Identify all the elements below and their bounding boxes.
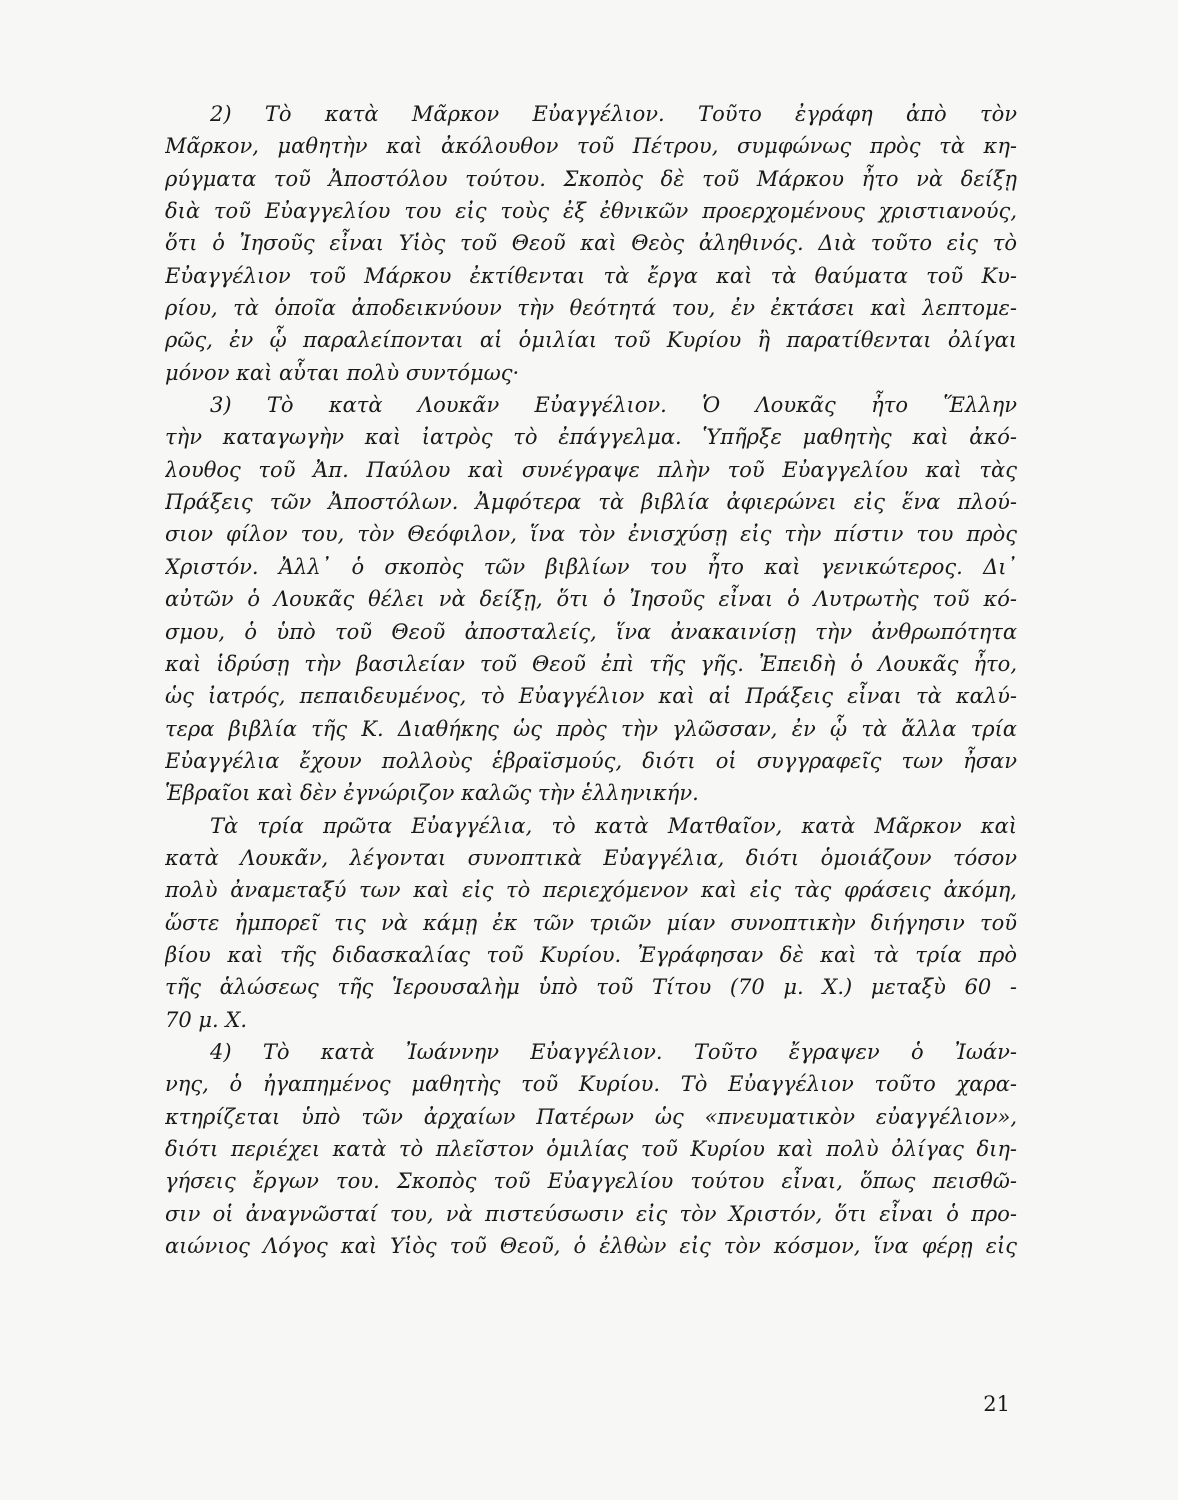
text-line: σμου, ὁ ὑπὸ τοῦ Θεοῦ ἀποσταλείς, ἵνα ἀνακαινίσῃ τὴν ἀνθρωπότητα [165, 619, 1017, 644]
text-line: ὡς ἰατρός, πεπαιδευμένος, τὸ Εὐαγγέλιον καὶ αἱ Πράξεις εἶναι τὰ καλύ- [165, 684, 1017, 709]
text-line: ρίου, τὰ ὁποῖα ἀποδεικνύουν τὴν θεότητά του, ἐν ἐκτάσει καὶ λεπτομε- [165, 296, 1017, 321]
text-line: γήσεις ἔργων του. Σκοπὸς τοῦ Εὐαγγελίου τούτου εἶναι, ὅπως πεισθῶ- [165, 1169, 1017, 1194]
text-line: πολὺ ἀναμεταξύ των καὶ εἰς τὸ περιεχόμενον καὶ εἰς τὰς φράσεις ἀκόμη, [165, 878, 1017, 903]
text-line: λουθος τοῦ Ἀπ. Παύλου καὶ συνέγραψε πλὴν τοῦ Εὐαγγελίου καὶ τὰς [165, 457, 1017, 482]
text-line: Τὰ τρία πρῶτα Εὐαγγέλια, τὸ κατὰ Ματθαῖον, κατὰ Μᾶρκον καὶ [210, 813, 1017, 838]
text-line: βίου καὶ τῆς διδασκαλίας τοῦ Κυρίου. Ἐγράφησαν δὲ καὶ τὰ τρία πρὸ [165, 942, 1017, 967]
text-line: σιν οἱ ἀναγνῶσταί του, νὰ πιστεύσωσιν εἰς τὸν Χριστόν, ὅτι εἶναι ὁ προ- [165, 1201, 1017, 1226]
text-line: διότι περιέχει κατὰ τὸ πλεῖστον ὁμιλίας τοῦ Κυρίου καὶ πολὺ ὀλίγας διη- [165, 1137, 1017, 1161]
text-line: σιον φίλον του, τὸν Θεόφιλον, ἵνα τὸν ἐνισχύσῃ εἰς τὴν πίστιν του πρὸς [165, 522, 1017, 547]
text-line: 2) Τὸ κατὰ Μᾶρκον Εὐαγγέλιον. Τοῦτο ἐγράφη ἀπὸ τὸν [210, 102, 1017, 126]
text-line: Μᾶρκον, μαθητὴν καὶ ἀκόλουθον τοῦ Πέτρου, συμφώνως πρὸς τὰ κη- [165, 134, 1017, 159]
text-line: 70 μ. Χ. [165, 1007, 248, 1032]
text-line: διὰ τοῦ Εὐαγγελίου του εἰς τοὺς ἐξ ἐθνικῶν προερχομένους χριστιανούς, [165, 199, 1017, 224]
text-line: Ἑβραῖοι καὶ δὲν ἐγνώριζον καλῶς τὴν ἑλληνικήν. [165, 781, 699, 806]
body-text [165, 98, 1017, 1262]
text-line: τὴν καταγωγὴν καὶ ἰατρὸς τὸ ἐπάγγελμα. Ὑπῆρξε μαθητὴς καὶ ἀκό- [165, 425, 1017, 450]
text-line: Εὐαγγέλιον τοῦ Μάρκου ἐκτίθενται τὰ ἔργα καὶ τὰ θαύματα τοῦ Κυ- [165, 263, 1017, 288]
text-line: 4) Τὸ κατὰ Ἰωάννην Εὐαγγέλιον. Τοῦτο ἔγραψεν ὁ Ἰωάν- [210, 1039, 1017, 1064]
text-line: καὶ ἱδρύσῃ τὴν βασιλείαν τοῦ Θεοῦ ἐπὶ τῆς γῆς. Ἐπειδὴ ὁ Λουκᾶς ἦτο, [165, 651, 1017, 676]
text-line: ρῶς, ἐν ᾧ παραλείπονται αἱ ὁμιλίαι τοῦ Κυρίου ἢ παρατίθενται ὀλίγαι [165, 328, 1017, 353]
text-line: αὐτῶν ὁ Λουκᾶς θέλει νὰ δείξῃ, ὅτι ὁ Ἰησοῦς εἶναι ὁ Λυτρωτὴς τοῦ κό- [165, 587, 1017, 612]
text-line: Χριστόν. Ἀλλ᾽ ὁ σκοπὸς τῶν βιβλίων του ἦτο καὶ γενικώτερος. Δι᾽ [165, 554, 1017, 579]
text-line: ὅτι ὁ Ἰησοῦς εἶναι Υἱὸς τοῦ Θεοῦ καὶ Θεὸς ἀληθινός. Διὰ τοῦτο εἰς τὸ [165, 231, 1017, 256]
text-line: Πράξεις τῶν Ἀποστόλων. Ἀμφότερα τὰ βιβλία ἀφιερώνει εἰς ἕνα πλού- [165, 490, 1017, 515]
page-number: 21 [983, 1392, 1010, 1416]
text-line: μόνον καὶ αὗται πολὺ συντόμως· [165, 360, 520, 385]
text-line: νης, ὁ ἠγαπημένος μαθητὴς τοῦ Κυρίου. Τὸ Εὐαγγέλιον τοῦτο χαρα- [165, 1072, 1017, 1097]
text-line: ὥστε ἠμπορεῖ τις νὰ κάμῃ ἐκ τῶν τριῶν μίαν συνοπτικὴν διήγησιν τοῦ [165, 910, 1017, 935]
text-line: 3) Τὸ κατὰ Λουκᾶν Εὐαγγέλιον. Ὁ Λουκᾶς ἦτο Ἕλλην [210, 393, 1017, 418]
text-line: τερα βιβλία τῆς Κ. Διαθήκης ὡς πρὸς τὴν γλῶσσαν, ἐν ᾧ τὰ ἄλλα τρία [165, 716, 1017, 741]
text-line: Εὐαγγέλια ἔχουν πολλοὺς ἑβραϊσμούς, διότι οἱ συγγραφεῖς των ἦσαν [165, 748, 1017, 773]
text-line: αιώνιος Λόγος καὶ Υἱὸς τοῦ Θεοῦ, ὁ ἐλθὼν εἰς τὸν κόσμον, ἵνα φέρῃ εἰς [165, 1234, 1017, 1259]
text-line: τῆς ἁλώσεως τῆς Ἱερουσαλὴμ ὑπὸ τοῦ Τίτου (70 μ. Χ.) μεταξὺ 60 - [165, 975, 1017, 1000]
text-line: κτηρίζεται ὑπὸ τῶν ἀρχαίων Πατέρων ὡς «πνευματικὸν εὐαγγέλιον», [165, 1104, 1017, 1129]
text-line: ρύγματα τοῦ Ἀποστόλου τούτου. Σκοπὸς δὲ τοῦ Μάρκου ἦτο νὰ δείξῃ [165, 166, 1017, 191]
text-line: κατὰ Λουκᾶν, λέγονται συνοπτικὰ Εὐαγγέλια, διότι ὁμοιάζουν τόσον [165, 845, 1017, 870]
